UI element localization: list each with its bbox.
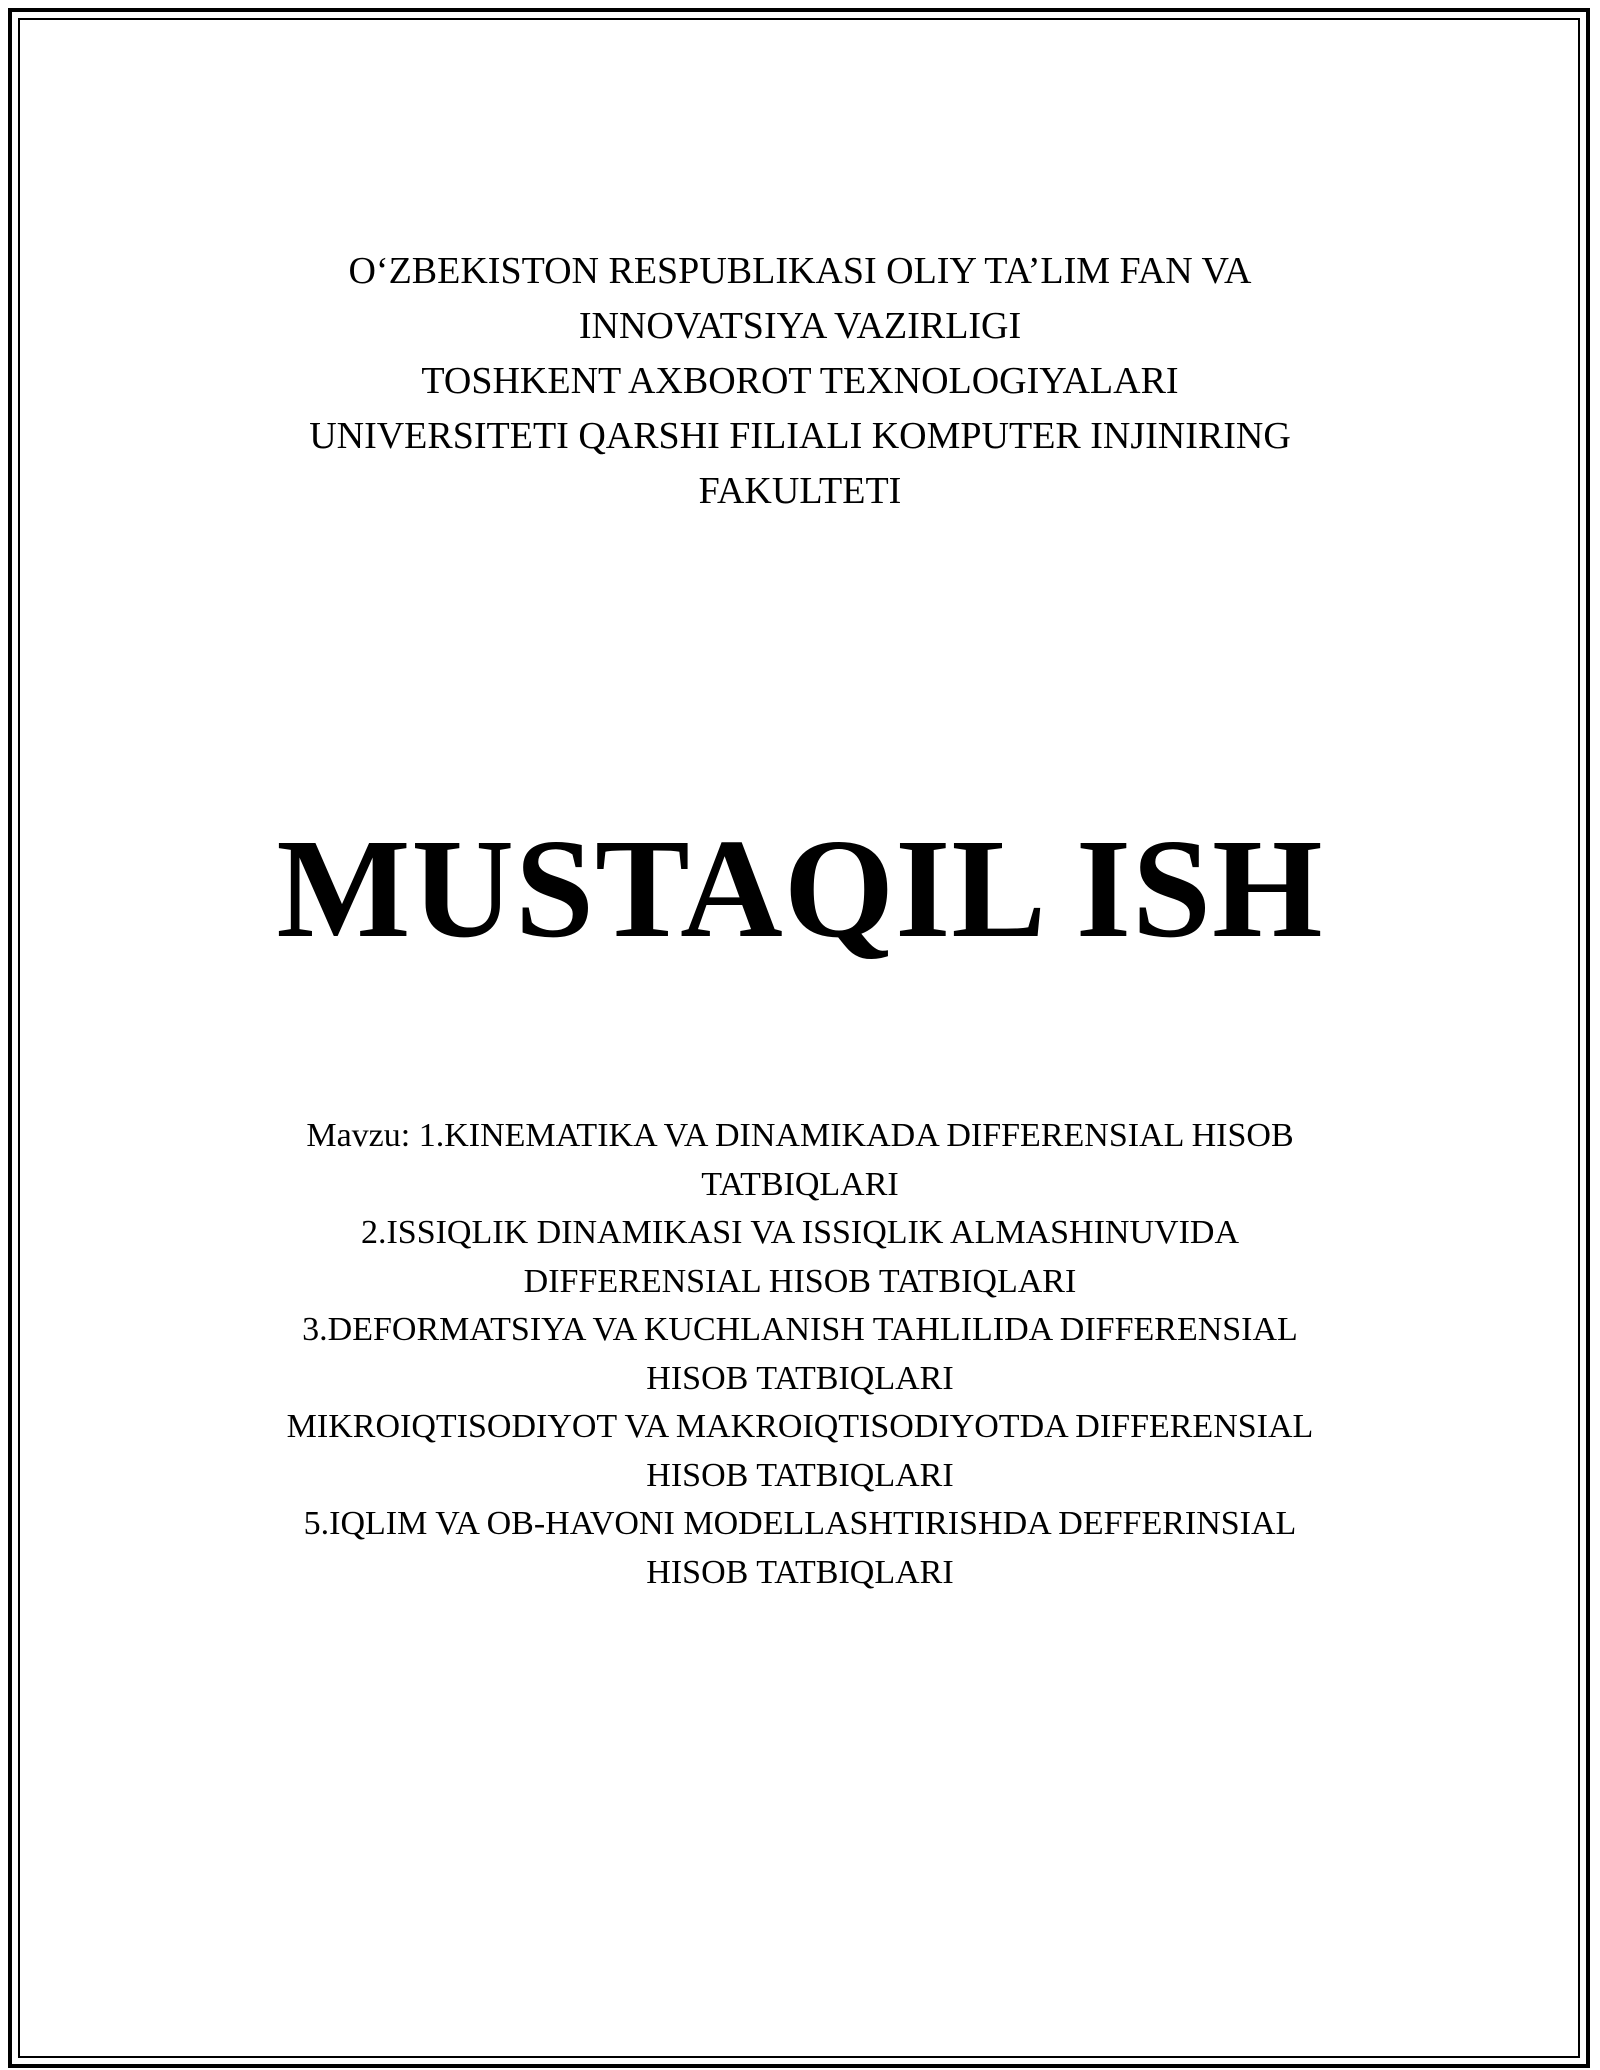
topic-line: 5.IQLIM VA OB-HAVONI MODELLASHTIRISHDA DEFFERINSIAL — [303, 1505, 1297, 1542]
topic-line: Mavzu: 1.KINEMATIKA VA DINAMIKADA DIFFERENSIAL HISOB — [306, 1117, 1294, 1154]
institution-header — [0, 244, 1600, 519]
topic-line: 2.ISSIQLIK DINAMIKASI VA ISSIQLIK ALMASHINUVIDA — [360, 1214, 1240, 1251]
topic-line: HISOB TATBIQLARI — [646, 1553, 954, 1591]
header-line: INNOVATSIYA VAZIRLIGI — [578, 305, 1022, 347]
topics-list — [0, 1112, 1600, 1597]
topic-line: HISOB TATBIQLARI — [646, 1456, 954, 1494]
topic-line: DIFFERENSIAL HISOB TATBIQLARI — [523, 1262, 1077, 1300]
header-line: TOSHKENT AXBOROT TEXNOLOGIYALARI — [421, 360, 1179, 402]
header-line: O‘ZBEKISTON RESPUBLIKASI OLIY TA’LIM FAN VA — [348, 250, 1252, 292]
header-line: FAKULTETI — [698, 470, 902, 512]
topic-line: 3.DEFORMATSIYA VA KUCHLANISH TAHLILIDA DIFFERENSIAL — [302, 1311, 1298, 1348]
header-line: UNIVERSITETI QARSHI FILIALI KOMPUTER INJINIRING — [309, 415, 1291, 457]
document-title: MUSTAQIL ISH — [276, 809, 1324, 967]
topic-line: TATBIQLARI — [701, 1165, 899, 1203]
topic-line: MIKROIQTISODIYOT VA MAKROIQTISODIYOTDA DIFFERENSIAL — [286, 1408, 1314, 1445]
topic-line: HISOB TATBIQLARI — [646, 1359, 954, 1397]
